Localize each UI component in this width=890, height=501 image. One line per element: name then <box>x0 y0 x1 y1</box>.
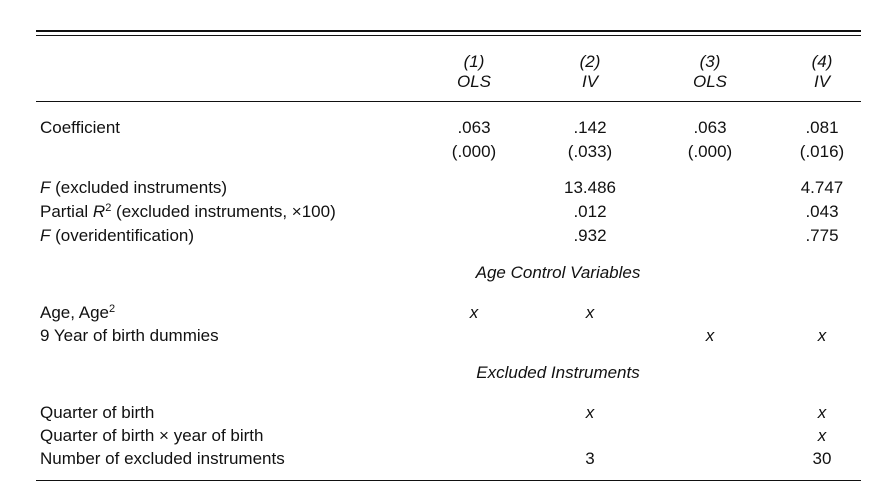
col1-number: (1) <box>463 52 485 71</box>
yob-col4-mark: x <box>817 326 827 345</box>
age-col1-mark: x <box>469 303 479 322</box>
f-excluded-col4: 4.747 <box>800 178 844 197</box>
qob-label: Quarter of birth <box>40 403 155 422</box>
f-excluded-text: (excluded instruments) <box>50 178 228 197</box>
bottom-rule <box>36 480 861 481</box>
col3-number: (3) <box>699 52 721 71</box>
partial-r2-text: (excluded instruments, ×100) <box>111 202 336 221</box>
partial-r2-label <box>40 202 336 222</box>
age-controls-header: Age Control Variables <box>475 263 641 282</box>
col2-method: IV <box>581 72 599 91</box>
f-excluded-label <box>40 178 227 198</box>
age-label <box>40 303 115 323</box>
partial-r2-col2: .012 <box>573 202 607 221</box>
col1-method: OLS <box>456 72 492 91</box>
excluded-instruments-header: Excluded Instruments <box>476 363 640 382</box>
yob-col3-mark: x <box>705 326 715 345</box>
qob-yob-col4-mark: x <box>817 426 827 445</box>
n-instruments-col2: 3 <box>585 449 595 468</box>
se-col2: (.033) <box>567 142 613 161</box>
se-col4: (.016) <box>799 142 845 161</box>
age-col2-mark: x <box>585 303 595 322</box>
yob-dummies-label: 9 Year of birth dummies <box>40 326 219 345</box>
coefficient-label: Coefficient <box>40 118 121 137</box>
f-overid-col4: .775 <box>805 226 839 245</box>
r-squared-sup: 2 <box>105 202 112 214</box>
r-symbol: R <box>92 202 106 221</box>
top-rule-thick <box>36 30 861 32</box>
se-col1: (.000) <box>451 142 497 161</box>
coef-col4: .081 <box>805 118 839 137</box>
partial-r2-col4: .043 <box>805 202 839 221</box>
col2-number: (2) <box>579 52 601 71</box>
qob-yob-label: Quarter of birth × year of birth <box>40 426 264 445</box>
se-col3: (.000) <box>687 142 733 161</box>
col4-number: (4) <box>811 52 833 71</box>
partial-text: Partial <box>40 202 93 221</box>
col3-method: OLS <box>692 72 728 91</box>
qob-col4-mark: x <box>817 403 827 422</box>
f-symbol: F <box>40 178 51 197</box>
age-squared-sup: 2 <box>109 303 116 315</box>
coef-col3: .063 <box>693 118 727 137</box>
f-excluded-col2: 13.486 <box>564 178 616 197</box>
coef-col1: .063 <box>457 118 491 137</box>
age-text: Age, Age <box>40 303 110 322</box>
qob-col2-mark: x <box>585 403 595 422</box>
header-rule <box>36 101 861 102</box>
coef-col2: .142 <box>573 118 607 137</box>
n-instruments-col4: 30 <box>812 449 832 468</box>
f-symbol: F <box>40 226 51 245</box>
top-rule-thin <box>36 35 861 36</box>
col4-method: IV <box>813 72 831 91</box>
f-overid-col2: .932 <box>573 226 607 245</box>
n-instruments-label: Number of excluded instruments <box>40 449 285 468</box>
f-overid-label <box>40 226 194 246</box>
f-overid-text: (overidentification) <box>50 226 195 245</box>
